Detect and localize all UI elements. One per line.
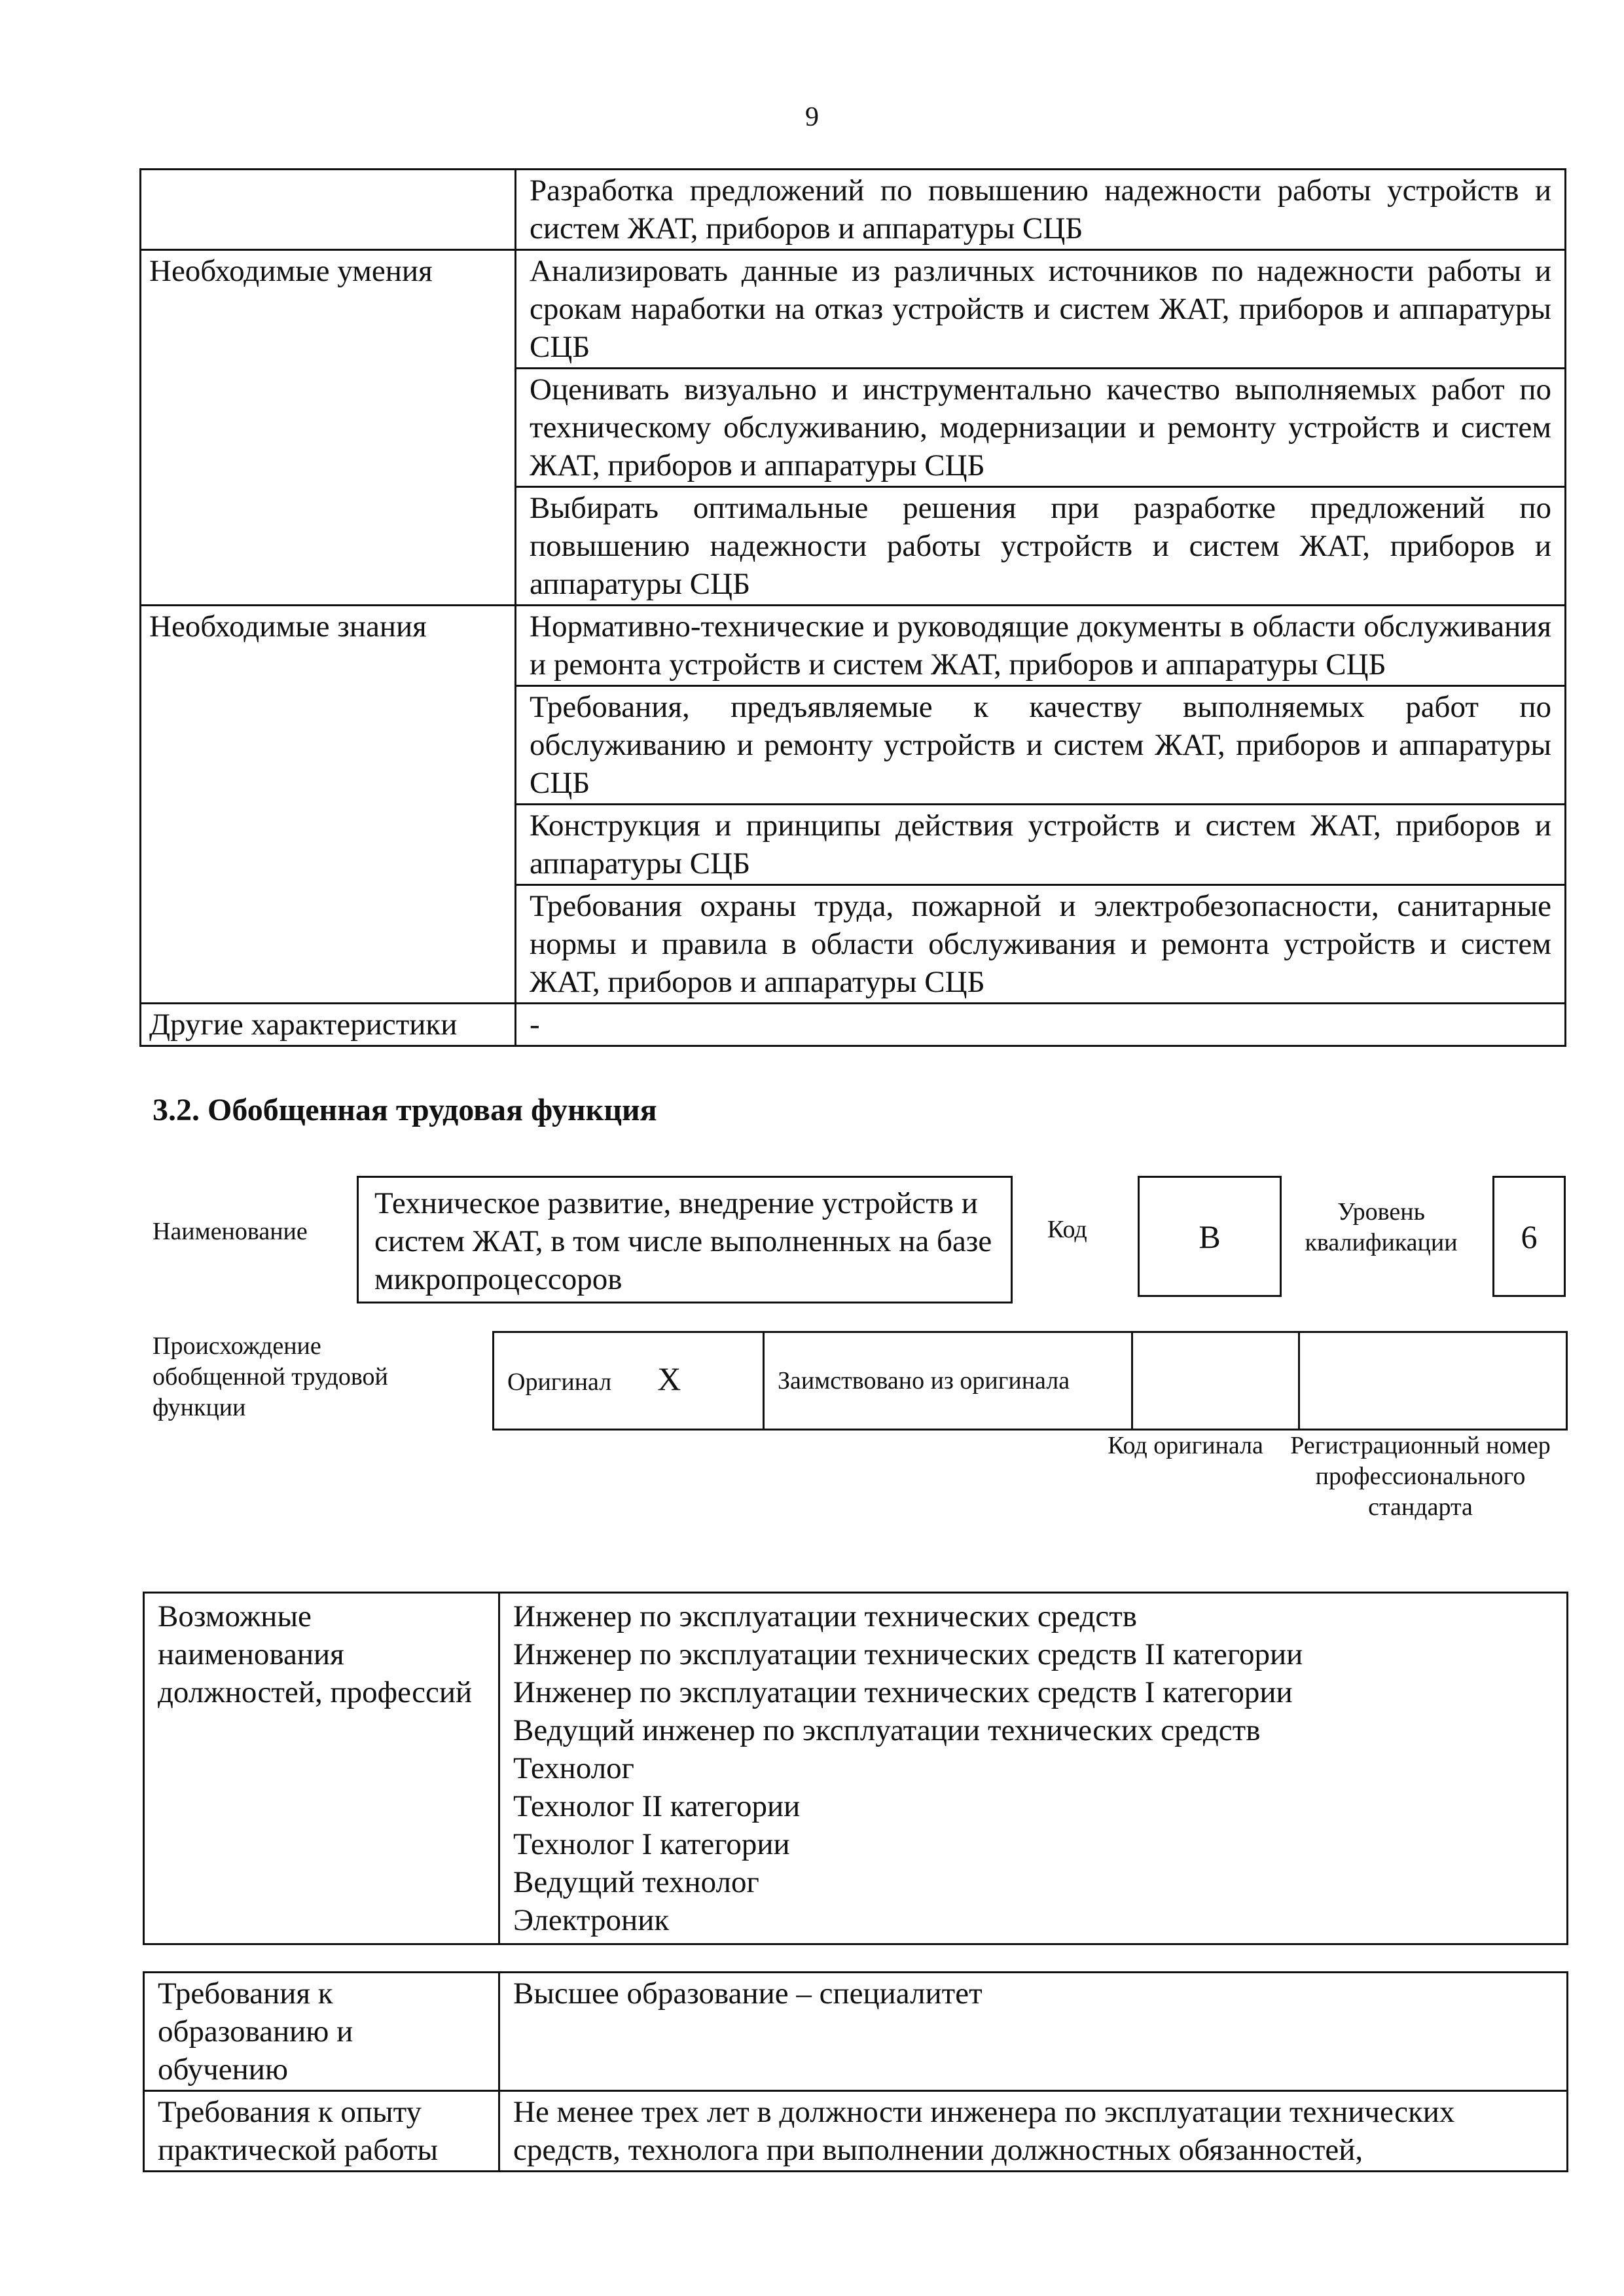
list-item: Инженер по эксплуатации технических средств II категории <box>513 1637 1303 1671</box>
table-row <box>144 1973 1568 2091</box>
list-item: Технолог II категории <box>513 1789 801 1823</box>
positions-list <box>499 1593 1568 1944</box>
knowledge-label: Необходимые знания <box>141 606 516 1004</box>
positions-table <box>143 1592 1568 1945</box>
row-value: Оценивать визуально и инструментально качество выполняемых работ по техническому обслуживанию, модернизации и ремонту устройств и систем ЖАТ, приборов и аппаратуры СЦБ <box>516 369 1566 487</box>
education-label: Требования к образованию и обучению <box>144 1973 499 2091</box>
section-title: 3.2. Обобщенная трудовая функция <box>153 1093 657 1127</box>
table-row <box>141 250 1566 369</box>
row-value: Нормативно-технические и руководящие документы в области обслуживания и ремонта устройств и систем ЖАТ, приборов и аппаратуры СЦБ <box>516 606 1566 686</box>
page-number: 9 <box>805 102 819 132</box>
original-cell <box>494 1332 764 1430</box>
table-row <box>141 170 1566 250</box>
experience-value: Не менее трех лет в должности инженера по эксплуатации технических средств, технолога при выполнении должностных обязанностей, <box>499 2091 1568 2172</box>
borrowed-label: Заимствовано из оригинала <box>764 1332 1132 1430</box>
skills-knowledge-table <box>139 168 1566 1047</box>
positions-label: Возможные наименования должностей, профессий <box>144 1593 499 1944</box>
other-label: Другие характеристики <box>141 1004 516 1046</box>
reg-number-caption: Регистрационный номер профессионального стандарта <box>1290 1432 1551 1521</box>
table-row <box>141 1004 1566 1046</box>
table-row <box>144 1593 1568 1944</box>
reg-number-cell <box>1299 1332 1567 1430</box>
row-value: Требования охраны труда, пожарной и электробезопасности, санитарные нормы и правила в области обслуживания и ремонта устройств и систем ЖАТ, приборов и аппаратуры СЦБ <box>516 885 1566 1004</box>
skills-label: Необходимые умения <box>141 250 516 606</box>
code-original-caption: Код оригинала <box>1108 1432 1263 1459</box>
list-item: Инженер по эксплуатации технических средств I категории <box>513 1675 1293 1709</box>
row-value: - <box>516 1004 1566 1046</box>
list-item: Технолог <box>513 1751 634 1785</box>
code-box: B <box>1138 1176 1282 1297</box>
name-label: Наименование <box>153 1218 308 1245</box>
row-value: Выбирать оптимальные решения при разработке предложений по повышению надежности работы устройств и систем ЖАТ, приборов и аппаратуры СЦБ <box>516 487 1566 606</box>
experience-label: Требования к опыту практической работы <box>144 2091 499 2172</box>
level-label: Уровень квалификации <box>1305 1198 1458 1256</box>
row-value: Требования, предъявляемые к качеству выполняемых работ по обслуживанию и ремонту устройств и систем ЖАТ, приборов и аппаратуры СЦБ <box>516 686 1566 805</box>
list-item: Инженер по эксплуатации технических средств <box>513 1599 1137 1633</box>
row-value: Конструкция и принципы действия устройств и систем ЖАТ, приборов и аппаратуры СЦБ <box>516 805 1566 885</box>
original-mark: X <box>657 1360 681 1397</box>
list-item: Технолог I категории <box>513 1827 790 1861</box>
code-original-cell <box>1132 1332 1299 1430</box>
code-label: Код <box>1047 1216 1087 1243</box>
requirements-table <box>143 1971 1568 2172</box>
row-value: Разработка предложений по повышению надежности работы устройств и систем ЖАТ, приборов и аппаратуры СЦБ <box>516 170 1566 250</box>
row-label <box>141 170 516 250</box>
list-item: Электроник <box>513 1903 670 1937</box>
table-row <box>494 1332 1567 1430</box>
list-item: Ведущий инженер по эксплуатации технических средств <box>513 1713 1261 1747</box>
row-value: Анализировать данные из различных источников по надежности работы и срокам наработки на отказ устройств и систем ЖАТ, приборов и аппаратуры СЦБ <box>516 250 1566 369</box>
level-box: 6 <box>1492 1176 1566 1297</box>
list-item: Ведущий технолог <box>513 1865 759 1899</box>
table-row <box>141 606 1566 686</box>
education-value: Высшее образование – специалитет <box>499 1973 1568 2091</box>
origin-table <box>492 1331 1568 1430</box>
table-row <box>144 2091 1568 2172</box>
function-name-box: Техническое развитие, внедрение устройств и систем ЖАТ, в том числе выполненных на базе микропроцессоров <box>357 1176 1013 1303</box>
origin-label: Происхождение обобщенной трудовой функции <box>153 1332 388 1421</box>
original-label: Оригинал <box>507 1368 612 1396</box>
